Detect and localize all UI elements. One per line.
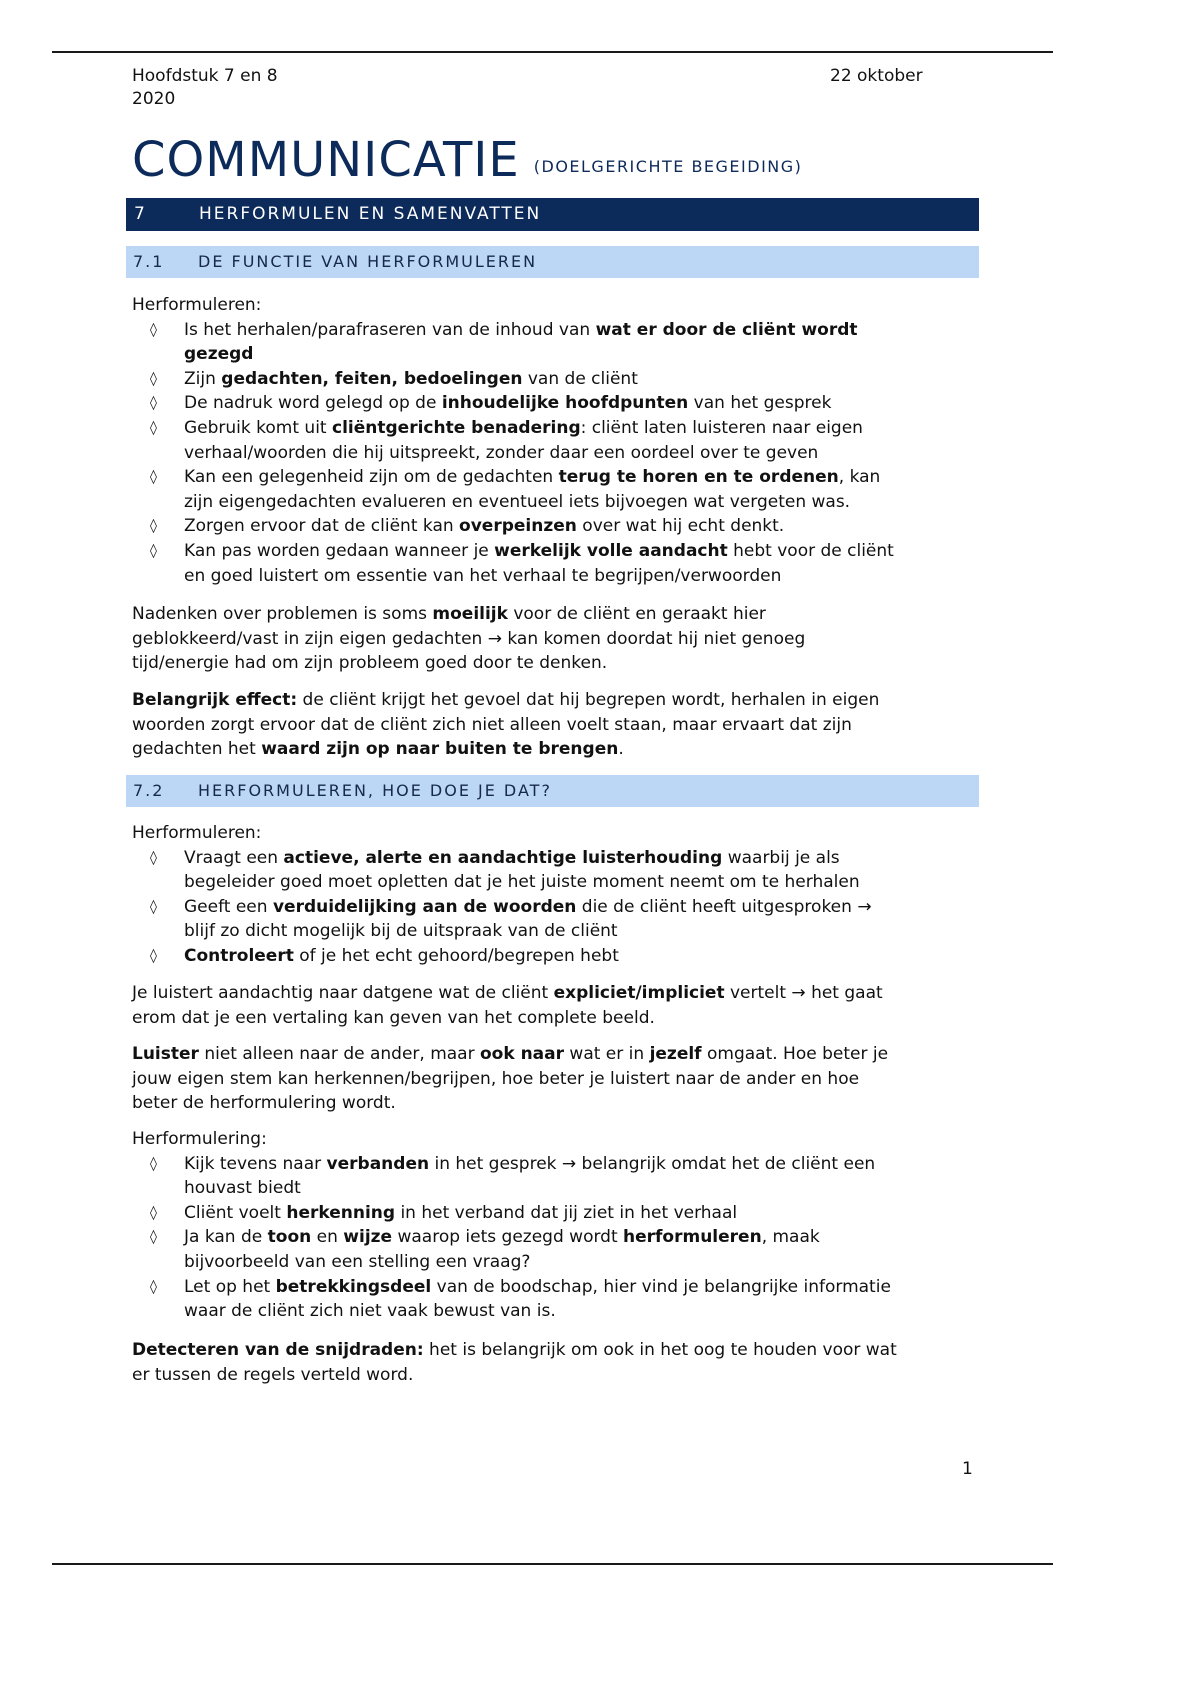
page-number: 1 (962, 1459, 973, 1479)
diamond-bullet-icon: ◊ (150, 849, 157, 866)
bullet-list (132, 318, 977, 589)
list-item: ◊ Kijk tevens naar verbanden in het gesprek → belangrijk omdat het de cliënt een houvast biedt (150, 1153, 876, 1199)
list-item: ◊ Geeft een verduidelijking aan de woorden die de cliënt heeft uitgesproken → blijf zo dicht mogelijk bij de uitspraak van de cliënt (150, 896, 872, 942)
section-7-2-body (132, 821, 977, 969)
header-chapter-label: Hoofdstuk 7 en 8 (132, 66, 278, 86)
diamond-bullet-icon: ◊ (150, 321, 157, 338)
diamond-bullet-icon: ◊ (150, 518, 157, 535)
document-title (132, 132, 802, 188)
diamond-bullet-icon: ◊ (150, 1204, 157, 1221)
diamond-bullet-icon: ◊ (150, 469, 157, 486)
paragraph-listen-self: Luister niet alleen naar de ander, maar ook naar wat er in jezelf omgaat. Hoe beter je jouw eigen stem kan herkennen/begrijpen, hoe beter je luistert naar de ander en hoe beter de herformulering wordt. (132, 1044, 889, 1114)
title-subtitle: (DOELGERICHTE BEGEIDING) (533, 157, 803, 176)
bottom-rule (52, 1563, 1053, 1565)
header-year: 2020 (132, 89, 176, 109)
section-title: HERFORMULEREN, HOE DOE JE DAT? (198, 781, 552, 800)
diamond-bullet-icon: ◊ (150, 898, 157, 915)
intro-label: Herformulering: (132, 1129, 267, 1149)
section-7-1-body (132, 293, 977, 588)
title-main: COMMUNICATIE (132, 132, 520, 188)
list-item: ◊ De nadruk word gelegd op de inhoudelijke hoofdpunten van het gesprek (132, 391, 977, 416)
diamond-bullet-icon: ◊ (150, 419, 157, 436)
list-item: ◊ Ja kan de toon en wijze waarop iets gezegd wordt herformuleren, maak bijvoorbeeld van een stelling een vraag? (150, 1227, 820, 1272)
diamond-bullet-icon: ◊ (150, 1229, 157, 1246)
chapter-title: HERFORMULEN EN SAMENVATTEN (199, 204, 542, 224)
list-item: ◊ Zorgen ervoor dat de cliënt kan overpeinzen over wat hij echt denkt. (132, 514, 977, 539)
top-rule (52, 51, 1053, 53)
list-item: ◊ Is het herhalen/parafraseren van de inhoud van wat er door de cliënt wordt gezegd (150, 319, 858, 365)
reformulation-body (132, 1127, 977, 1324)
header-date: 22 oktober (830, 66, 923, 86)
diamond-bullet-icon: ◊ (150, 1155, 157, 1172)
list-item: ◊ Gebruik komt uit cliëntgerichte benadering: cliënt laten luisteren naar eigen verhaal/woorden die hij uitspreekt, zonder daar een oordeel over te geven (150, 417, 863, 463)
list-item: ◊ Vraagt een actieve, alerte en aandachtige luisterhouding waarbij je als begeleider goed moet opletten dat je het juiste moment neemt om te herhalen (150, 847, 860, 893)
chapter-number: 7 (134, 204, 147, 224)
diamond-bullet-icon: ◊ (150, 395, 157, 412)
bullet-list (132, 1152, 977, 1324)
paragraph-detecting-threads: Detecteren van de snijdraden: het is belangrijk om ook in het oog te houden voor wat er tussen de regels verteld word. (132, 1340, 897, 1385)
chapter-heading (126, 198, 979, 231)
section-number: 7.1 (133, 252, 165, 271)
diamond-bullet-icon: ◊ (150, 542, 157, 559)
diamond-bullet-icon: ◊ (150, 947, 157, 964)
list-item: ◊ Let op het betrekkingsdeel van de boodschap, hier vind je belangrijke informatie waar de cliënt zich niet vaak bewust van is. (150, 1276, 891, 1322)
header-left (132, 65, 278, 111)
list-item: ◊ Cliënt voelt herkenning in het verband dat jij ziet in het verhaal (132, 1201, 977, 1226)
diamond-bullet-icon: ◊ (150, 370, 157, 387)
list-item: ◊ Kan pas worden gedaan wanneer je werkelijk volle aandacht hebt voor de cliënt en goed luistert om essentie van het verhaal te begrijpen/verwoorden (150, 540, 894, 586)
section-number: 7.2 (133, 781, 165, 800)
diamond-bullet-icon: ◊ (150, 1278, 157, 1295)
paragraph-important-effect: Belangrijk effect: de cliënt krijgt het gevoel dat hij begrepen wordt, herhalen in eigen woorden zorgt ervoor dat de cliënt zich niet alleen voelt staan, maar ervaart dat zijn gedachten het waard zijn op naar buiten te brengen. (132, 690, 880, 760)
intro-label: Herformuleren: (132, 823, 262, 843)
bullet-list (132, 846, 977, 969)
section-heading-7-2 (126, 775, 979, 807)
section-heading-7-1 (126, 246, 979, 278)
list-item: ◊ Kan een gelegenheid zijn om de gedachten terug te horen en te ordenen, kan zijn eigengedachten evalueren en eventueel iets bijvoegen wat vergeten was. (150, 467, 881, 512)
paragraph-problems: Nadenken over problemen is soms moeilijk voor de cliënt en geraakt hier geblokkeerd/vast in zijn eigen gedachten → kan komen doordat hij niet genoeg tijd/energie had om zijn probleem goed door te denken. (132, 604, 806, 674)
section-title: DE FUNCTIE VAN HERFORMULEREN (198, 252, 538, 271)
list-item: ◊ Controleert of je het echt gehoord/begrepen hebt (132, 944, 977, 969)
list-item: ◊ Zijn gedachten, feiten, bedoelingen van de cliënt (132, 367, 977, 392)
intro-label: Herformuleren: (132, 295, 262, 315)
paragraph-listen-attentively: Je luistert aandachtig naar datgene wat de cliënt expliciet/impliciet vertelt → het gaat erom dat je een vertaling kan geven van het complete beeld. (132, 983, 883, 1028)
